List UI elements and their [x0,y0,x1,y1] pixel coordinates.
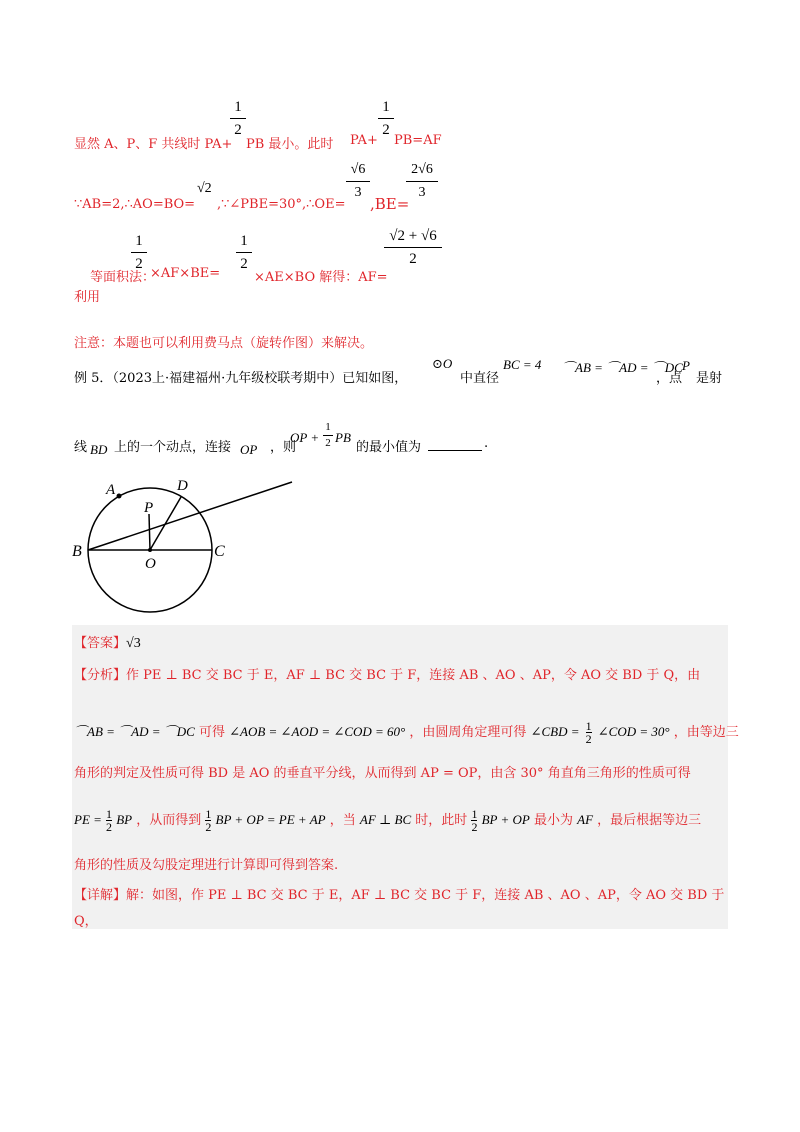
detail-line-1: 【详解】解：如图，作 PE ⊥ BC 交 BC 于 E，AF ⊥ BC 交 BC 于 F，连接 AB 、AO 、AP，令 AO 交 BD 于 [74,888,725,903]
label-c: C [214,543,225,560]
answer-blank [428,436,482,455]
fraction-half: 1 2 [323,421,333,450]
label-b: B [72,543,82,560]
example-line2b: 上的一个动点，连接 [114,440,232,455]
label-o: O [145,556,156,572]
label-d: D [177,478,188,494]
fraction-be: 2√6 3 [406,161,438,202]
expr-op: OP + [290,430,320,445]
fraction-half: 1 2 [236,232,252,273]
analysis-line-1: 【分析】作 PE ⊥ BC 交 BC 于 E，AF ⊥ BC 交 BC 于 F，连接 AB 、AO 、AP，令 AO 交 BD 于 Q，由 [74,668,701,683]
answer-value: √3 [126,636,141,651]
example-line2a: 线 [74,440,88,455]
label-a: A [106,482,116,498]
fraction-half: 1 2 [378,98,394,139]
example-line2d: 的最小值为 [356,440,422,455]
example-line2c: ，则 [270,440,297,455]
circle-o: ⊙O [432,356,453,371]
fraction-half: 1 2 [131,232,147,273]
arc-equality: ⌒AB = ⌒AD = ⌒DC [562,360,683,375]
geometry-figure [60,470,320,620]
solution-line-1b: PB 最小。此时 [246,137,334,152]
analysis-line-4: PE = $\frac{1}{2}$ BP ，从而得到 $\frac{1}{2}$ BP + OP = PE + AP ，当 AF ⊥ BC 时，此时 $\frac{1}{2}$ BP + OP 最小为 AF ，最后根据等边三 [74,807,702,834]
point-a-dot [117,494,122,499]
solution-line-3a: 等面积法： [90,270,156,285]
solution-line-2a: ∵AB=2,∴AO=BO= [74,197,196,212]
fraction-half: $\frac{1}{2}$ [471,807,478,834]
point-o-dot [148,548,152,552]
label-p: P [144,500,154,516]
answer-line [74,632,141,652]
example-mid1: 中直径 [460,371,500,386]
fraction-oe: √6 3 [346,161,370,202]
solution-line-1: 显然 A、P、F 共线时 PA+ [74,137,233,152]
fraction-half: $\frac{1}{2}$ [205,807,212,834]
example-mid2: ，点 [656,371,683,386]
fraction-half: $\frac{1}{2}$ [106,807,113,834]
analysis-line-5: 角形的性质及勾股定理进行计算即可得到答案. [74,858,339,873]
segment-od-line [150,497,181,550]
solution-line-2b: ,∵∠PBE=30°,∴OE= [217,197,346,212]
solution-line-1c: PA+ [350,133,378,148]
analysis-line-2: ⌒AB = ⌒AD = ⌒DC 可得 ∠AOB = ∠AOD = ∠COD = 60° ，由圆周角定理可得 ∠CBD = $\frac{1}{2}$ ∠COD = 30° ，由等边三 [74,719,739,746]
analysis-line-3: 角形的判定及性质可得 BD 是 AO 的垂直平分线，从而得到 AP = OP，由含 30° 角直角三角形的性质可得 [74,766,691,781]
segment-op: OP [240,442,258,457]
ray-bd: BD [90,442,108,457]
solution-line-3c: ×AE×BO 解得：AF= [254,270,388,285]
answer-tag: 【答案】 [74,636,127,651]
solution-line-3b: ×AF×BE= [150,266,221,281]
detail-line-2: Q， [74,914,98,929]
example-mid3: 是射 [696,371,723,386]
ray-bd-line [88,482,292,550]
point-p: P [682,358,690,373]
example-line2e: . [484,436,489,451]
fraction-half: 1 2 [230,98,246,139]
analysis-tag: 【分析】 [74,668,127,683]
fraction-half: $\frac{1}{2}$ [585,719,592,746]
solution-line-4: 利用 [74,290,101,305]
segment-op-line [149,514,150,550]
expr-pb: PB [335,430,351,445]
detail-tag: 【详解】 [74,888,127,903]
sqrt2: √2 [197,181,212,196]
solution-line-2c: ,BE= [370,195,410,213]
fraction-af: √2 + √6 2 [384,227,442,268]
solution-line-1d: PB=AF [394,133,442,148]
bc-eq: BC = 4 [503,357,542,372]
note: 注意：本题也可以利用费马点（旋转作图）来解决。 [74,336,374,351]
example-prefix: 例 5．（2023上·福建福州·九年级校联考期中）已知如图， [74,371,408,386]
